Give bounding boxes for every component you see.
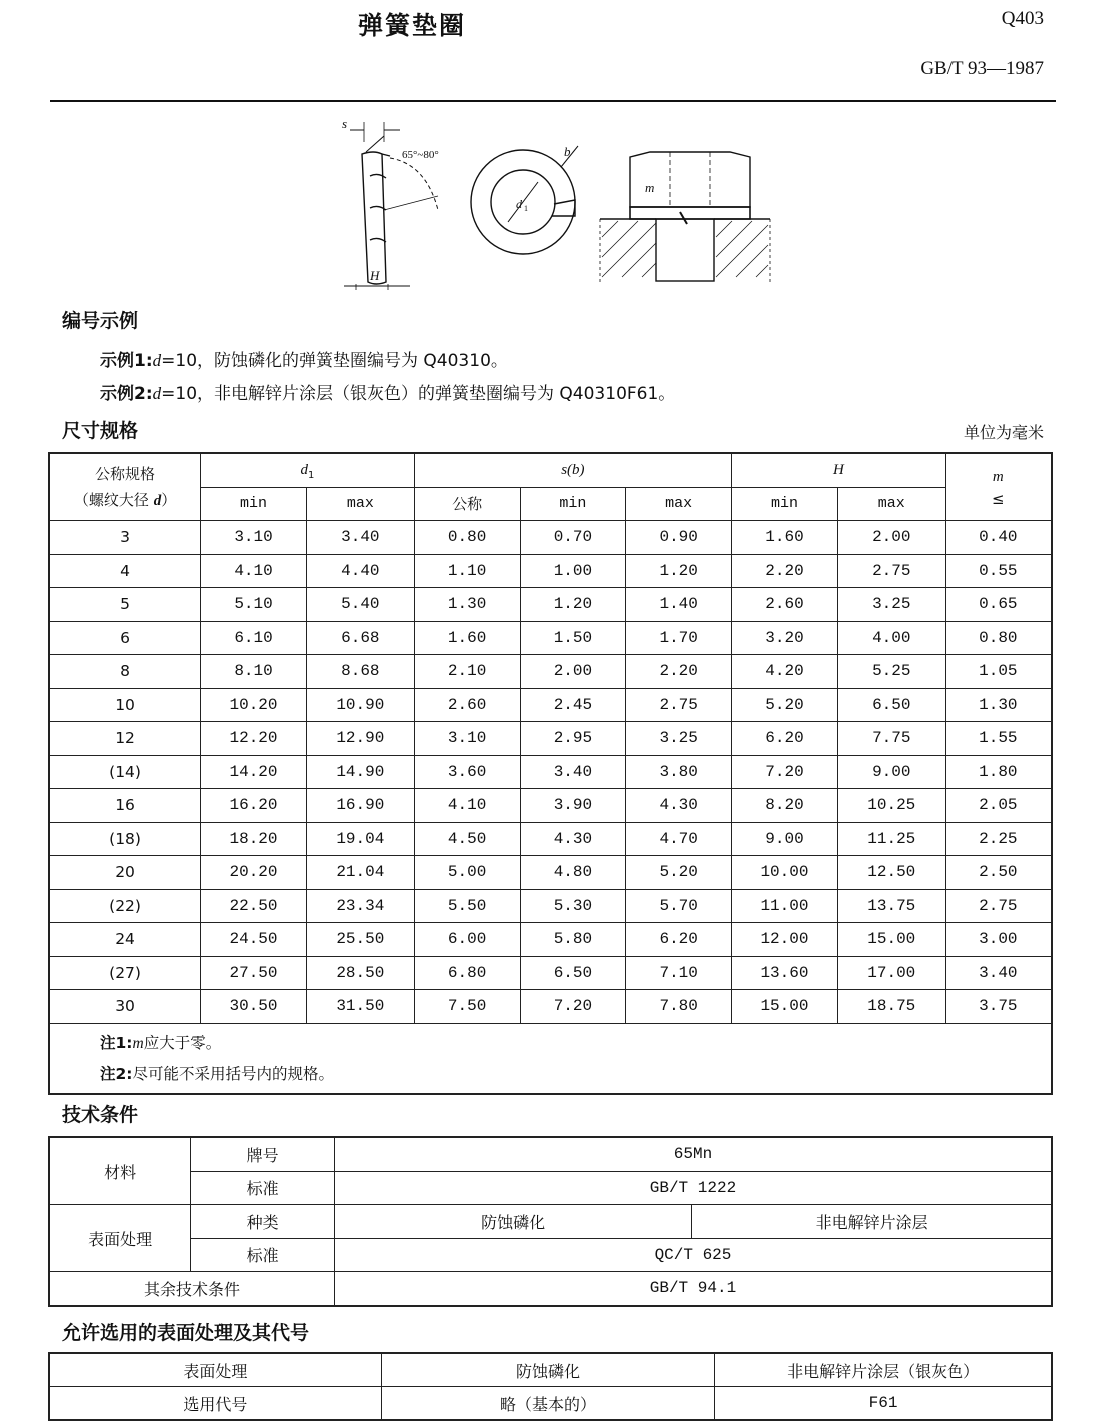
value-cell: 2.75 [837, 554, 945, 588]
example-1-text: =10，防蚀磷化的弹簧垫圈编号为 Q40310。 [161, 351, 508, 371]
spec-header-line2: （螺纹大径 [73, 490, 149, 509]
sb-max-header: max [626, 487, 732, 521]
value-cell: 6.68 [306, 621, 414, 655]
d1-min-header: min [201, 487, 307, 521]
spec-cell: 10 [49, 688, 201, 722]
value-cell: 13.60 [732, 956, 838, 990]
value-cell: 8.68 [306, 655, 414, 689]
m-header [945, 453, 1052, 521]
value-cell: 10.25 [837, 789, 945, 823]
document-code: Q403 [1001, 8, 1044, 29]
grade-value: 65Mn [334, 1137, 1052, 1171]
value-cell: 6.50 [520, 956, 626, 990]
sb-header: s(b) [414, 453, 731, 487]
tech-row-surface-std [49, 1238, 1052, 1272]
spec-cell: 4 [49, 554, 201, 588]
value-cell: 2.75 [945, 889, 1052, 923]
surface-col-1: 表面处理 [49, 1353, 381, 1387]
surface-std-label: 标准 [191, 1238, 335, 1272]
label-angle: 65°~80° [402, 149, 439, 161]
value-cell: 7.20 [520, 990, 626, 1024]
spec-cell: 6 [49, 621, 201, 655]
dimension-rows [49, 521, 1052, 1024]
H-max-header: max [837, 487, 945, 521]
value-cell: 1.55 [945, 722, 1052, 756]
spec-cell: 12 [49, 722, 201, 756]
value-cell: 2.20 [626, 655, 732, 689]
value-cell: 5.30 [520, 889, 626, 923]
value-cell: 1.60 [414, 621, 520, 655]
label-m: m [645, 180, 655, 195]
value-cell: 9.00 [732, 822, 838, 856]
d1-symbol: d [300, 461, 308, 478]
spec-header [49, 453, 201, 521]
value-cell: 2.75 [626, 688, 732, 722]
value-cell: 8.10 [201, 655, 307, 689]
note-1-label: 注1: [100, 1033, 133, 1052]
tech-row-material-std [49, 1171, 1052, 1205]
code-2: F61 [715, 1387, 1052, 1421]
value-cell: 7.20 [732, 755, 838, 789]
value-cell: 31.50 [306, 990, 414, 1024]
table-row [49, 655, 1052, 689]
table-row [49, 923, 1052, 957]
surface-col-2: 防蚀磷化 [381, 1353, 714, 1387]
value-cell: 1.05 [945, 655, 1052, 689]
value-cell: 2.05 [945, 789, 1052, 823]
document-title: 弹簧垫圈 [358, 11, 467, 40]
header-rule [50, 100, 1056, 102]
spec-cell: (14) [49, 755, 201, 789]
value-cell: 3.20 [732, 621, 838, 655]
label-b: b [564, 144, 571, 159]
sb-min-header: min [520, 487, 626, 521]
value-cell: 11.00 [732, 889, 838, 923]
spec-cell: 16 [49, 789, 201, 823]
header-row-1 [49, 453, 1052, 487]
value-cell: 5.25 [837, 655, 945, 689]
value-cell: 2.50 [945, 856, 1052, 890]
washer-figure [330, 112, 780, 302]
spec-cell: 5 [49, 588, 201, 622]
value-cell: 15.00 [732, 990, 838, 1024]
spec-cell: (18) [49, 822, 201, 856]
value-cell: 6.50 [837, 688, 945, 722]
value-cell: 12.20 [201, 722, 307, 756]
d1-subscript: 1 [307, 469, 315, 481]
example-2-label: 示例2: [100, 384, 153, 404]
value-cell: 20.20 [201, 856, 307, 890]
other-value: GB/T 94.1 [334, 1272, 1052, 1306]
value-cell: 12.50 [837, 856, 945, 890]
value-cell: 4.70 [626, 822, 732, 856]
table-row [49, 755, 1052, 789]
value-cell: 3.25 [837, 588, 945, 622]
value-cell: 27.50 [201, 956, 307, 990]
value-cell: 23.34 [306, 889, 414, 923]
notes-cell [49, 1023, 1052, 1094]
dimension-table [48, 452, 1053, 1095]
value-cell: 6.20 [732, 722, 838, 756]
table-row [49, 956, 1052, 990]
value-cell: 5.20 [626, 856, 732, 890]
note-1 [100, 1028, 1051, 1059]
table-row [49, 990, 1052, 1024]
d1-max-header: max [306, 487, 414, 521]
value-cell: 6.10 [201, 621, 307, 655]
value-cell: 6.80 [414, 956, 520, 990]
example-1-d: d [152, 351, 162, 370]
d1-header [201, 453, 415, 487]
value-cell: 3.90 [520, 789, 626, 823]
value-cell: 1.20 [626, 554, 732, 588]
value-cell: 8.20 [732, 789, 838, 823]
value-cell: 5.40 [306, 588, 414, 622]
value-cell: 4.30 [626, 789, 732, 823]
value-cell: 1.00 [520, 554, 626, 588]
example-2-d: d [152, 384, 162, 403]
spec-cell: 24 [49, 923, 201, 957]
example-2 [100, 379, 675, 404]
table-row [49, 554, 1052, 588]
technical-heading: 技术条件 [62, 1104, 139, 1126]
value-cell: 16.20 [201, 789, 307, 823]
value-cell: 3.00 [945, 923, 1052, 957]
table-row [49, 789, 1052, 823]
value-cell: 4.10 [201, 554, 307, 588]
surface-options-heading: 允许选用的表面处理及其代号 [62, 1322, 310, 1344]
surface-options-header-row [49, 1353, 1052, 1387]
value-cell: 10.20 [201, 688, 307, 722]
value-cell: 18.75 [837, 990, 945, 1024]
table-row [49, 688, 1052, 722]
value-cell: 4.20 [732, 655, 838, 689]
technical-table [48, 1136, 1053, 1307]
tech-row-kind [49, 1205, 1052, 1239]
value-cell: 6.00 [414, 923, 520, 957]
spec-cell: (22) [49, 889, 201, 923]
value-cell: 3.40 [945, 956, 1052, 990]
value-cell: 3.60 [414, 755, 520, 789]
note-1-m: m [132, 1034, 144, 1052]
value-cell: 22.50 [201, 889, 307, 923]
value-cell: 4.40 [306, 554, 414, 588]
value-cell: 2.60 [414, 688, 520, 722]
value-cell: 7.80 [626, 990, 732, 1024]
spec-header-d: d [153, 492, 162, 509]
material-std-value: GB/T 1222 [334, 1171, 1052, 1205]
table-row [49, 822, 1052, 856]
kind-label: 种类 [191, 1205, 335, 1239]
value-cell: 7.10 [626, 956, 732, 990]
spec-cell: 8 [49, 655, 201, 689]
washer-top-view [471, 146, 578, 254]
value-cell: 5.70 [626, 889, 732, 923]
value-cell: 0.70 [520, 521, 626, 555]
value-cell: 4.30 [520, 822, 626, 856]
examples-heading: 编号示例 [62, 310, 139, 332]
value-cell: 5.00 [414, 856, 520, 890]
value-cell: 14.90 [306, 755, 414, 789]
value-cell: 15.00 [837, 923, 945, 957]
value-cell: 30.50 [201, 990, 307, 1024]
note-1-text: 应大于零。 [143, 1033, 222, 1052]
value-cell: 3.25 [626, 722, 732, 756]
surface-std-value: QC/T 625 [334, 1238, 1052, 1272]
label-H: H [370, 268, 380, 283]
value-cell: 21.04 [306, 856, 414, 890]
example-1-label: 示例1: [100, 351, 153, 371]
value-cell: 14.20 [201, 755, 307, 789]
value-cell: 2.20 [732, 554, 838, 588]
other-label: 其余技术条件 [49, 1272, 334, 1306]
value-cell: 1.30 [414, 588, 520, 622]
H-min-header: min [732, 487, 838, 521]
value-cell: 17.00 [837, 956, 945, 990]
value-cell: 12.00 [732, 923, 838, 957]
value-cell: 0.80 [945, 621, 1052, 655]
spec-cell: 3 [49, 521, 201, 555]
value-cell: 5.80 [520, 923, 626, 957]
note-2-text: 尽可能不采用括号内的规格。 [132, 1064, 334, 1083]
code-row-label: 选用代号 [49, 1387, 381, 1421]
note-2 [100, 1059, 1051, 1089]
surface-options-code-row [49, 1387, 1052, 1421]
value-cell: 11.25 [837, 822, 945, 856]
table-row [49, 889, 1052, 923]
table-row [49, 856, 1052, 890]
value-cell: 3.40 [520, 755, 626, 789]
note-2-label: 注2: [100, 1064, 133, 1083]
value-cell: 0.90 [626, 521, 732, 555]
spec-cell: (27) [49, 956, 201, 990]
m-symbol: m [992, 468, 1004, 485]
unit-note: 单位为毫米 [963, 423, 1044, 442]
value-cell: 2.95 [520, 722, 626, 756]
spec-cell: 20 [49, 856, 201, 890]
value-cell: 2.25 [945, 822, 1052, 856]
table-row [49, 588, 1052, 622]
value-cell: 0.55 [945, 554, 1052, 588]
value-cell: 5.20 [732, 688, 838, 722]
value-cell: 3.40 [306, 521, 414, 555]
value-cell: 2.00 [520, 655, 626, 689]
surface-col-3: 非电解锌片涂层（银灰色） [715, 1353, 1052, 1387]
value-cell: 24.50 [201, 923, 307, 957]
value-cell: 13.75 [837, 889, 945, 923]
spec-header-close: ） [161, 490, 177, 509]
value-cell: 7.50 [414, 990, 520, 1024]
label-d1-sub: 1 [524, 204, 528, 213]
label-s: s [342, 116, 348, 131]
material-std-label: 标准 [191, 1171, 335, 1205]
value-cell: 1.30 [945, 688, 1052, 722]
value-cell: 18.20 [201, 822, 307, 856]
label-d1: d [516, 197, 522, 211]
example-2-text: =10，非电解锌片涂层（银灰色）的弹簧垫圈编号为 Q40310F61。 [161, 384, 676, 404]
value-cell: 1.70 [626, 621, 732, 655]
value-cell: 3.75 [945, 990, 1052, 1024]
washer-side-view [344, 122, 438, 290]
value-cell: 16.90 [306, 789, 414, 823]
value-cell: 7.75 [837, 722, 945, 756]
spec-header-line1: 公称规格 [95, 464, 156, 483]
table-row [49, 621, 1052, 655]
value-cell: 10.90 [306, 688, 414, 722]
value-cell: 1.20 [520, 588, 626, 622]
value-cell: 28.50 [306, 956, 414, 990]
value-cell: 1.80 [945, 755, 1052, 789]
value-cell: 1.40 [626, 588, 732, 622]
value-cell: 3.10 [201, 521, 307, 555]
value-cell: 3.80 [626, 755, 732, 789]
value-cell: 25.50 [306, 923, 414, 957]
material-label: 材料 [49, 1137, 191, 1205]
value-cell: 1.50 [520, 621, 626, 655]
notes-row [49, 1023, 1052, 1094]
value-cell: 2.10 [414, 655, 520, 689]
value-cell: 5.50 [414, 889, 520, 923]
value-cell: 19.04 [306, 822, 414, 856]
table-row [49, 521, 1052, 555]
H-header: H [732, 453, 946, 487]
value-cell: 4.10 [414, 789, 520, 823]
standard-number: GB/T 93—1987 [920, 58, 1044, 79]
spec-cell: 30 [49, 990, 201, 1024]
value-cell: 2.00 [837, 521, 945, 555]
washer-assembly-view [600, 152, 770, 282]
value-cell: 0.80 [414, 521, 520, 555]
value-cell: 2.45 [520, 688, 626, 722]
sb-nominal-header: 公称 [414, 487, 520, 521]
value-cell: 5.10 [201, 588, 307, 622]
value-cell: 2.60 [732, 588, 838, 622]
value-cell: 9.00 [837, 755, 945, 789]
value-cell: 0.65 [945, 588, 1052, 622]
value-cell: 1.60 [732, 521, 838, 555]
surface-options-table [48, 1352, 1053, 1421]
value-cell: 1.10 [414, 554, 520, 588]
example-1 [100, 346, 508, 371]
dimensions-heading: 尺寸规格 [62, 420, 139, 442]
value-cell: 4.00 [837, 621, 945, 655]
grade-label: 牌号 [191, 1137, 335, 1171]
surface-label: 表面处理 [49, 1205, 191, 1272]
tech-row-other [49, 1272, 1052, 1306]
m-sign: ≤ [992, 489, 1005, 508]
value-cell: 4.50 [414, 822, 520, 856]
table-row [49, 722, 1052, 756]
value-cell: 12.90 [306, 722, 414, 756]
value-cell: 4.80 [520, 856, 626, 890]
value-cell: 6.20 [626, 923, 732, 957]
value-cell: 0.40 [945, 521, 1052, 555]
value-cell: 10.00 [732, 856, 838, 890]
kind-value-2: 非电解锌片涂层 [692, 1205, 1052, 1239]
kind-value-1: 防蚀磷化 [334, 1205, 691, 1239]
code-1: 略（基本的） [381, 1387, 714, 1421]
value-cell: 3.10 [414, 722, 520, 756]
tech-row-grade [49, 1137, 1052, 1171]
